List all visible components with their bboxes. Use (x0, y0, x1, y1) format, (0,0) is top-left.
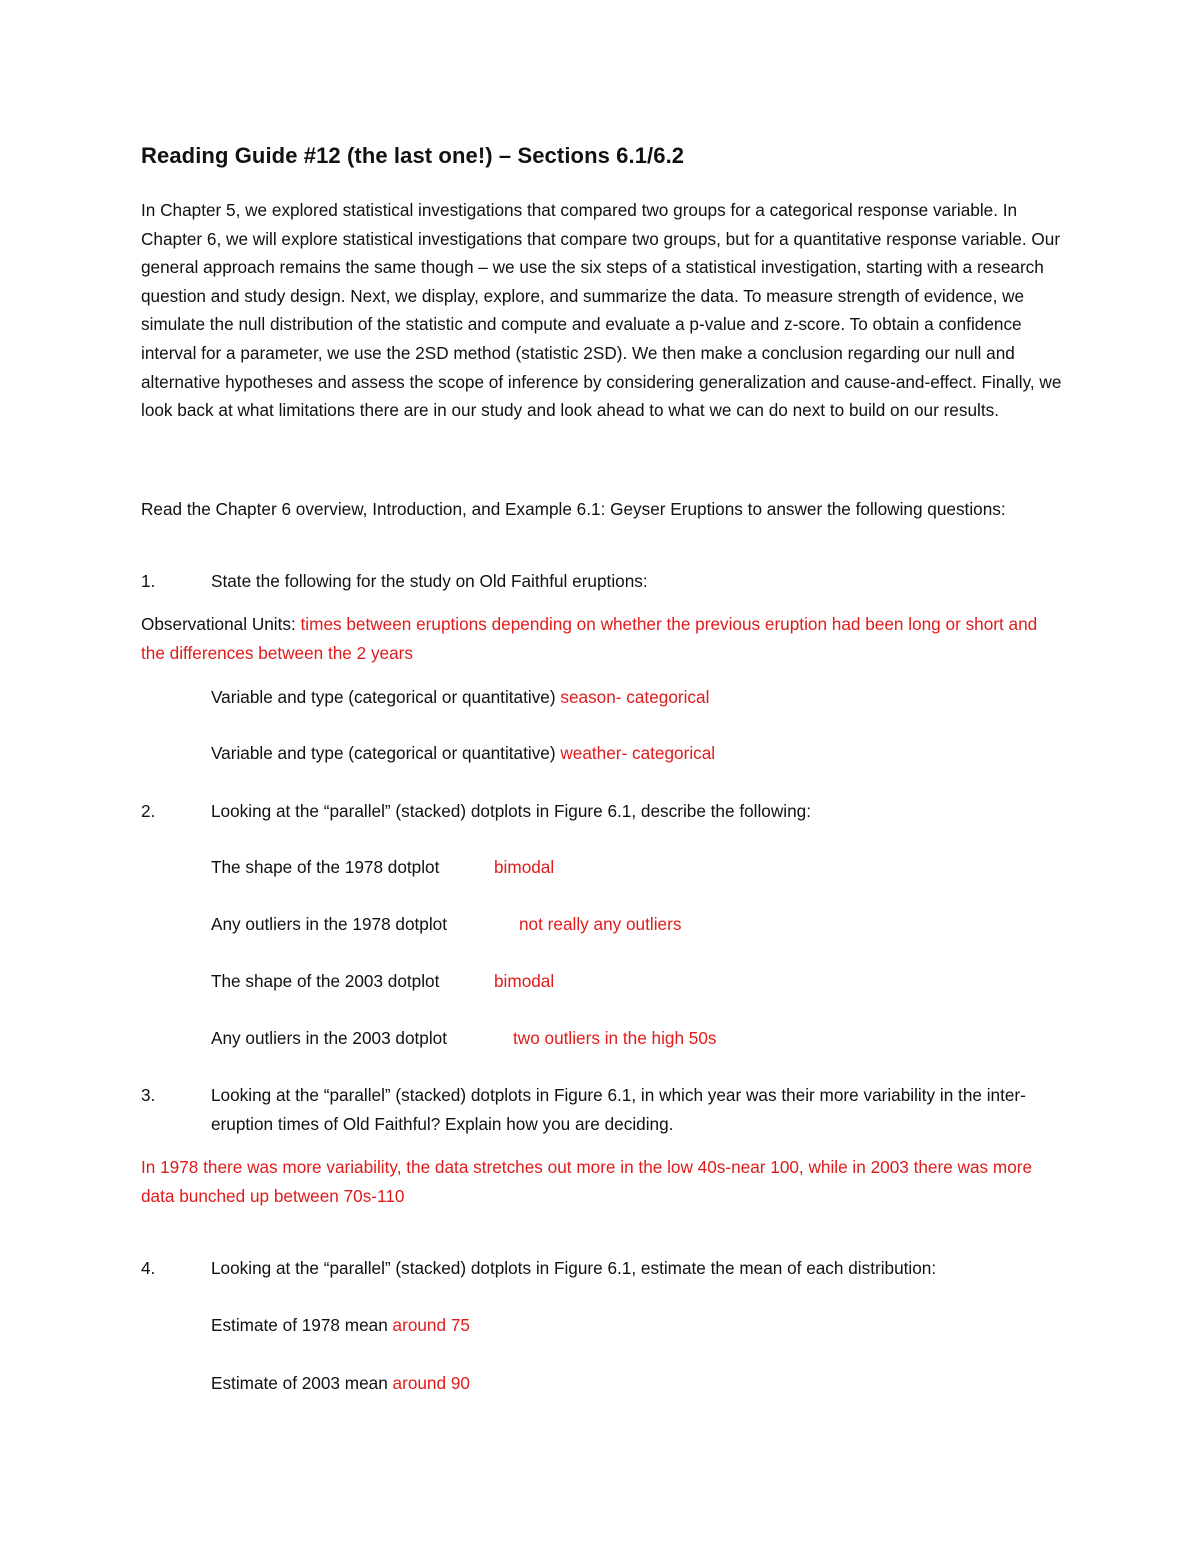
var1-answer: season- categorical (560, 687, 710, 707)
variable-1 (211, 683, 709, 712)
question-text: Looking at the “parallel” (stacked) dotplots in Figure 6.1, describe the following: (211, 801, 811, 821)
q2-a-answer: bimodal (494, 857, 555, 877)
q4-a-label: Estimate of 1978 mean (211, 1315, 393, 1335)
question-text: Looking at the “parallel” (stacked) dotplots in Figure 6.1, in which year was their more variability in the inter-eruption times of Old Faithful? Explain how you are deciding. (211, 1085, 1026, 1134)
question-number: 1. (141, 571, 156, 591)
q2-a-label: The shape of the 1978 dotplot (211, 857, 440, 877)
q2-b-label: Any outliers in the 1978 dotplot (211, 914, 448, 934)
instructions-paragraph: Read the Chapter 6 overview, Introduction, and Example 6.1: Geyser Eruptions to answer the following questions: (141, 499, 1006, 519)
page-title: Reading Guide #12 (the last one!) – Sections 6.1/6.2 (141, 143, 685, 168)
q4-a-answer: around 75 (392, 1315, 470, 1335)
q4-b-answer: around 90 (392, 1373, 470, 1393)
question-number: 3. (141, 1085, 156, 1105)
q2-c-label: The shape of the 2003 dotplot (211, 971, 440, 991)
question-number: 4. (141, 1258, 156, 1278)
q2-b-answer: not really any outliers (519, 914, 682, 934)
q2-line-c (211, 967, 439, 996)
q2-line-b (211, 910, 447, 939)
intro-paragraph: In Chapter 5, we explored statistical investigations that compared two groups for a categorical response variable. In Chapter 6, we will explore statistical investigations that compare two groups, but for a quantitative response variable. Our general approach remains the same though – we use the six steps of a statistical investigation, starting with a research question and study design. Next, we display, explore, and summarize the data. To measure strength of evidence, we simulate the null distribution of the statistic and compute and evaluate a p-value and z-score. To obtain a confidence interval for a parameter, we use the 2SD method (statistic 2SD). We then make a conclusion regarding our null and alternative hypotheses and assess the scope of inference by considering generalization and cause-and-effect. Finally, we look back at what limitations there are in our study and look ahead to what we can do next to build on our results. (141, 200, 1062, 421)
obs-answer: times between eruptions depending on whether the previous eruption had been long or short and the differences between the 2 years (141, 614, 1038, 663)
q3-answer: In 1978 there was more variability, the data stretches out more in the low 40s-near 100, while in 2003 there was more data bunched up between 70s-110 (141, 1157, 1033, 1206)
q2-c-answer: bimodal (494, 971, 555, 991)
observational-units (141, 610, 1041, 667)
question-number: 2. (141, 801, 156, 821)
q2-line-d (211, 1024, 447, 1053)
var2-label: Variable and type (categorical or quantitative) (211, 743, 561, 763)
variable-2 (211, 739, 715, 768)
var2-answer: weather- categorical (560, 743, 716, 763)
q4-b-label: Estimate of 2003 mean (211, 1373, 393, 1393)
q4-line-a (211, 1311, 470, 1340)
q2-d-answer: two outliers in the high 50s (513, 1028, 717, 1048)
q2-d-label: Any outliers in the 2003 dotplot (211, 1028, 448, 1048)
question-3 (141, 1081, 1071, 1141)
var1-label: Variable and type (categorical or quantitative) (211, 687, 561, 707)
q2-line-a (211, 853, 439, 882)
obs-label: Observational Units: (141, 614, 301, 634)
question-text: State the following for the study on Old Faithful eruptions: (211, 571, 648, 591)
q4-line-b (211, 1369, 470, 1398)
question-text: Looking at the “parallel” (stacked) dotplots in Figure 6.1, estimate the mean of each distribution: (211, 1258, 937, 1278)
